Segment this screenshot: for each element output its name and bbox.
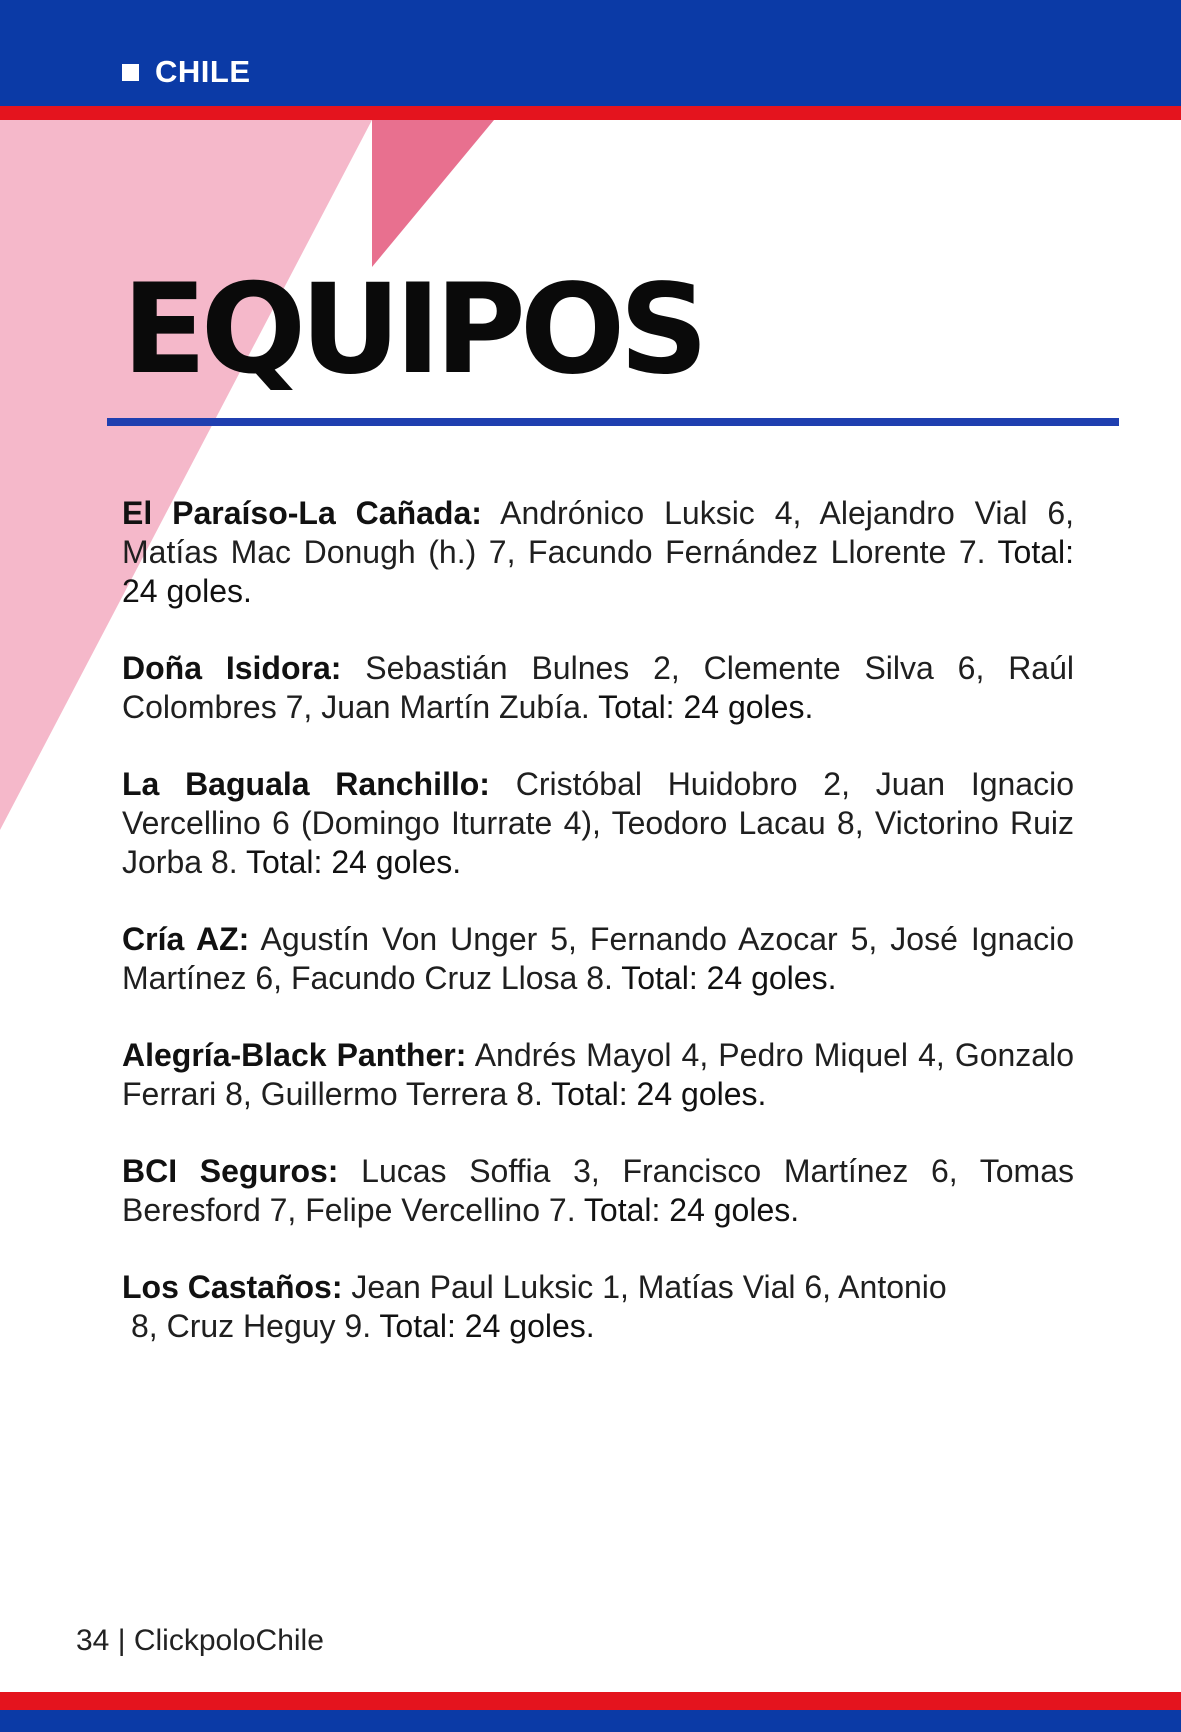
section-label-text: CHILE (155, 54, 251, 89)
team-entry (122, 920, 1074, 998)
team-entry (122, 494, 1074, 611)
team-players: Agustín Von Unger 5, Fernando Azocar 5, José Ignacio Martínez 6, Facundo Cruz Llosa 8. (122, 921, 1075, 996)
team-total: Total: 24 goles. (583, 1192, 800, 1228)
square-bullet-icon (122, 64, 139, 81)
team-name: Los Castaños: (122, 1269, 343, 1305)
team-entry (122, 1268, 1074, 1346)
bottom-red-stripe (0, 1692, 1181, 1710)
team-name: Cría AZ: (122, 921, 250, 957)
page-title: EQUIPOS (122, 258, 703, 402)
team-name: Alegría-Black Panther: (122, 1037, 467, 1073)
team-total: Total: 24 goles. (598, 689, 814, 725)
team-entry (122, 1152, 1074, 1230)
team-list (122, 494, 1074, 1384)
section-label (122, 52, 251, 92)
team-entry (122, 649, 1074, 727)
top-red-stripe (0, 106, 1181, 120)
team-players: Jean Paul Luksic 1, Matías Vial 6, Antonio (351, 1269, 947, 1305)
team-players: Lucas Soffia 3, Francisco Martínez 6, Tomas Beresford 7, Felipe Vercellino 7. (122, 1153, 1075, 1228)
team-total: Total: 24 goles. (245, 844, 462, 880)
bottom-blue-band (0, 1710, 1181, 1732)
team-players: Andrónico Luksic 4, Alejandro Vial 6, Matías Mac Donugh (h.) 7, Facundo Fernández Llorente 7. (122, 495, 1075, 570)
title-underline (107, 418, 1119, 426)
team-name: La Baguala Ranchillo: (122, 766, 490, 802)
team-name: El Paraíso-La Cañada: (122, 495, 482, 531)
team-players-continued: 8, Cruz Heguy 9. (131, 1308, 372, 1344)
page-footer: 34 | ClickpoloChile (76, 1624, 324, 1657)
team-total: Total: 24 goles. (379, 1308, 595, 1344)
team-entry (122, 765, 1074, 882)
team-name: BCI Seguros: (122, 1153, 339, 1189)
team-total: Total: 24 goles. (551, 1076, 767, 1112)
team-players: Cristóbal Huidobro 2, Juan Ignacio Vercellino 6 (Domingo Iturrate 4), Teodoro Lacau 8, Victorino Ruiz Jorba 8. (122, 766, 1075, 880)
team-name: Doña Isidora: (122, 650, 342, 686)
team-total: Total: 24 goles. (621, 960, 837, 996)
team-players: Sebastián Bulnes 2, Clemente Silva 6, Raúl Colombres 7, Juan Martín Zubía. (122, 650, 1074, 725)
team-entry (122, 1036, 1074, 1114)
team-total: Total: 24 goles. (122, 534, 1075, 609)
dark-pink-triangle (372, 120, 494, 267)
team-players: Andrés Mayol 4, Pedro Miquel 4, Gonzalo Ferrari 8, Guillermo Terrera 8. (122, 1037, 1075, 1112)
